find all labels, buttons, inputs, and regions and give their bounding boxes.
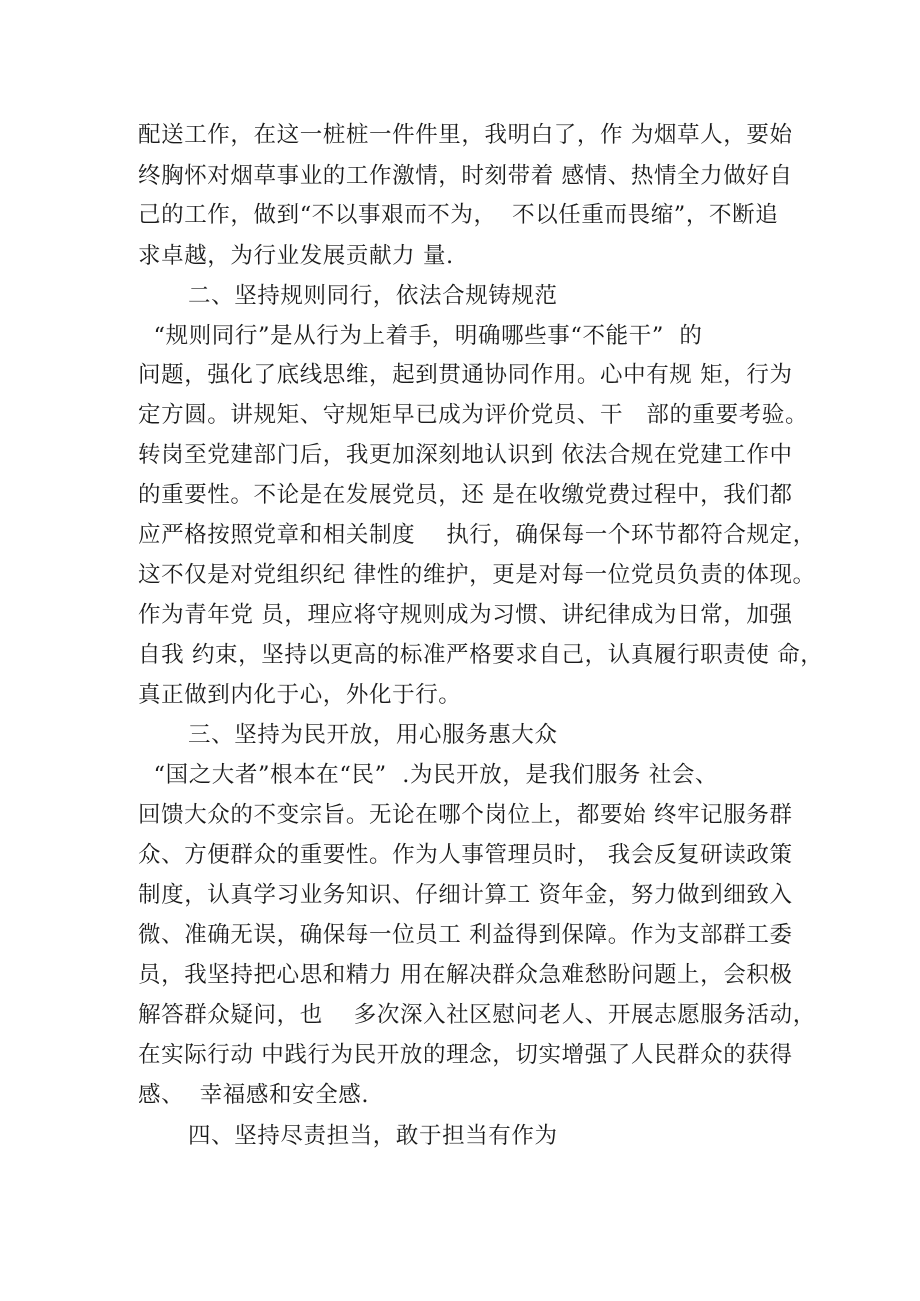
paragraph-line: 的重要性。不论是在发展党员，还 是在收缴党费过程中，我们都 (138, 482, 793, 508)
paragraph-line: 感、 幸福感和安全感. (138, 1082, 370, 1108)
paragraph-line: 自我 约束，坚持以更高的标准严格要求自己，认真履行职责使 命， (138, 642, 824, 668)
paragraph-line: 己的工作，做到“不以事艰而不为， 不以任重而畏缩”，不断追 (138, 202, 779, 228)
section-heading-2: 二、坚持规则同行，依法合规铸规范 (188, 283, 558, 309)
paragraph-line: “规则同行”是从行为上着手，明确哪些事“不能干” 的 (138, 323, 703, 349)
paragraph-line: 求卓越，为行业发展贡献力 量. (138, 243, 454, 269)
paragraph-line: 作为青年党 员，理应将守规则成为习惯、讲纪律成为日常，加强 (138, 602, 793, 628)
paragraph-line: 制度，认真学习业务知识、仔细计算工 资年金，努力做到细致入 (138, 882, 793, 908)
section-heading-3: 三、坚持为民开放，用心服务惠大众 (188, 722, 558, 748)
paragraph-line: 解答群众疑问，也 多次深入社区慰问老人、开展志愿服务活动， (138, 1002, 816, 1028)
paragraph-line: “国之大者”根本在“民” .为民开放，是我们服务 社会、 (138, 762, 719, 788)
paragraph-line: 配送工作，在这一桩桩一件件里，我明白了，作 为烟草人，要始 (138, 122, 793, 148)
paragraph-line: 回馈大众的不变宗旨。无论在哪个岗位上，都要始 终牢记服务群 (138, 802, 793, 828)
paragraph-line: 转岗至党建部门后，我更加深刻地认识到 依法合规在党建工作中 (138, 442, 793, 468)
paragraph-line: 问题，强化了底线思维，起到贯通协同作用。心中有规 矩，行为 (138, 362, 793, 388)
paragraph-line: 真正做到内化于心，外化于行。 (138, 682, 462, 708)
paragraph-line: 终胸怀对烟草事业的工作激情，时刻带着 感情、热情全力做好自 (138, 163, 793, 189)
paragraph-line: 众、方便群众的重要性。作为人事管理员时， 我会反复研读政策 (138, 842, 793, 868)
paragraph-line: 员，我坚持把心思和精力 用在解决群众急难愁盼问题上，会积极 (138, 962, 793, 988)
paragraph-line: 在实际行动 中践行为民开放的理念，切实增强了人民群众的获得 (138, 1042, 793, 1068)
paragraph-line: 定方圆。讲规矩、守规矩早已成为评价党员、干 部的重要考验。 (138, 402, 809, 428)
section-heading-4: 四、坚持尽责担当，敢于担当有作为 (188, 1123, 558, 1149)
paragraph-line: 这不仅是对党组织纪 律性的维护，更是对每一位党员负责的体现。 (138, 562, 816, 588)
paragraph-line: 应严格按照党章和相关制度 执行，确保每一个环节都符合规定， (138, 522, 816, 548)
paragraph-line: 微、准确无误，确保每一位员工 利益得到保障。作为支部群工委 (138, 922, 793, 948)
